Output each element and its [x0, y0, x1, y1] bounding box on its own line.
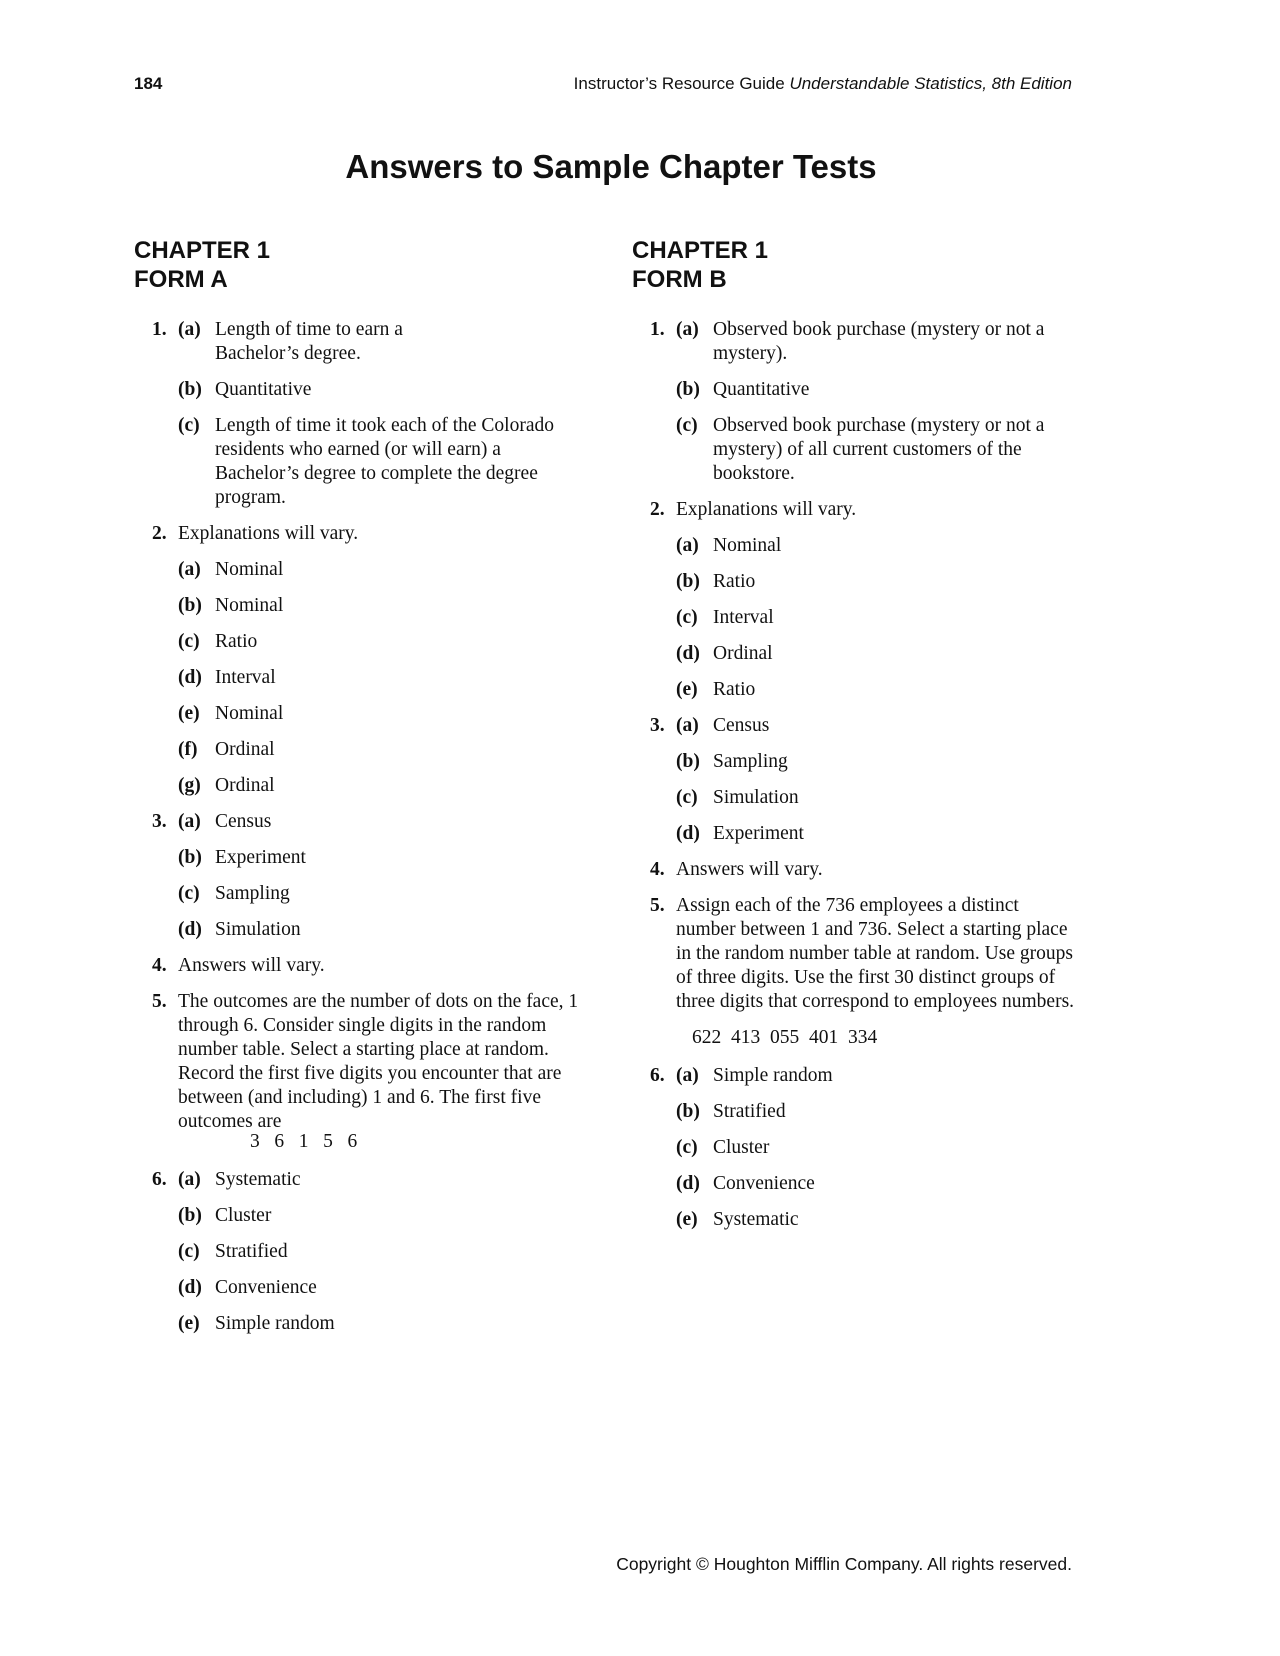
answer-text: Nominal [713, 535, 782, 556]
answer-text: Nominal [215, 595, 284, 616]
question-number: 4. [152, 955, 167, 976]
answer-part [178, 810, 604, 834]
part-label: (c) [676, 787, 698, 808]
answer-part [178, 918, 604, 942]
answer-part [676, 1100, 1102, 1124]
answer-text: Experiment [215, 847, 306, 868]
answer-part [178, 318, 455, 366]
question-text: Answers will vary. [676, 859, 823, 880]
answer-part [676, 318, 1093, 366]
form-label: FORM B [632, 266, 727, 293]
running-head [574, 74, 1072, 94]
answer-text: Census [215, 811, 272, 832]
question-number: 3. [152, 811, 167, 832]
answer-part [676, 1208, 1102, 1232]
question-4 [632, 858, 1102, 882]
answer-part [178, 846, 604, 870]
answer-part [178, 666, 604, 690]
answer-part [676, 414, 1093, 486]
answer-text: Convenience [215, 1277, 317, 1298]
part-label: (g) [178, 775, 201, 796]
question-6 [632, 1064, 1102, 1232]
answer-part [178, 594, 604, 618]
answer-text: Interval [713, 607, 774, 628]
answer-text: Nominal [215, 703, 284, 724]
answer-part [178, 882, 604, 906]
answer-part [178, 558, 604, 582]
form-b-column [632, 236, 1102, 1244]
part-label: (c) [676, 607, 698, 628]
answer-text: Stratified [713, 1101, 786, 1122]
part-label: (c) [676, 1137, 698, 1158]
answer-part [676, 1136, 1102, 1160]
question-2 [134, 522, 604, 798]
form-b-heading [632, 236, 1102, 294]
part-label: (c) [178, 1241, 200, 1262]
question-number: 6. [650, 1065, 665, 1086]
part-label: (a) [178, 319, 201, 340]
answer-part [676, 678, 1102, 702]
question-number: 1. [650, 319, 665, 340]
question-text: Explanations will vary. [178, 523, 359, 544]
part-label: (a) [676, 535, 699, 556]
part-label: (d) [676, 643, 700, 664]
question-3 [134, 810, 604, 942]
answer-text: Cluster [215, 1205, 272, 1226]
form-label: FORM A [134, 266, 228, 293]
answer-text: Systematic [215, 1169, 301, 1190]
part-label: (b) [676, 1101, 700, 1122]
answer-text: Length of time it took each of the Colorado residents who earned (or will earn) a Bachelor’s degree to complete the degree program. [215, 415, 554, 508]
question-number: 3. [650, 715, 665, 736]
part-label: (e) [676, 1209, 698, 1230]
random-numbers: 622 413 055 401 334 [692, 1027, 878, 1048]
question-number: 6. [152, 1169, 167, 1190]
answer-text: Experiment [713, 823, 804, 844]
part-label: (b) [676, 571, 700, 592]
part-label: (a) [676, 715, 699, 736]
question-6 [134, 1168, 604, 1336]
answer-part [178, 702, 604, 726]
question-1 [134, 318, 604, 510]
part-label: (e) [178, 1313, 200, 1334]
page-title: Answers to Sample Chapter Tests [345, 148, 877, 185]
answer-text: Ratio [215, 631, 258, 652]
answer-part [676, 570, 1102, 594]
answer-text: Observed book purchase (mystery or not a mystery) of all current customers of the bookstore. [713, 415, 1045, 484]
answer-text: Systematic [713, 1209, 799, 1230]
part-label: (d) [676, 1173, 700, 1194]
question-text: Answers will vary. [178, 955, 325, 976]
part-label: (d) [178, 667, 202, 688]
answer-text: Quantitative [215, 379, 312, 400]
guide-title: Instructor’s Resource Guide [573, 74, 785, 93]
answer-text: Ordinal [215, 775, 275, 796]
answer-part [676, 1172, 1102, 1196]
answer-part [178, 1312, 604, 1336]
answer-part [676, 534, 1102, 558]
part-label: (c) [178, 883, 200, 904]
answer-part [178, 738, 604, 762]
question-number: 5. [152, 991, 167, 1012]
part-label: (c) [676, 415, 698, 436]
answer-text: Convenience [713, 1173, 815, 1194]
answer-text: Ordinal [713, 643, 773, 664]
answer-part [178, 1204, 604, 1228]
answer-part [178, 414, 581, 510]
answer-part [178, 1240, 604, 1264]
question-5 [632, 894, 1102, 1050]
chapter-label: CHAPTER 1 [632, 237, 769, 264]
answer-part [178, 1276, 604, 1300]
answer-part [676, 642, 1102, 666]
part-label: (b) [178, 847, 202, 868]
part-label: (e) [178, 703, 200, 724]
answer-part [178, 1168, 604, 1192]
outcomes-list: 3 6 1 5 6 [250, 1131, 358, 1152]
question-number: 2. [152, 523, 167, 544]
question-number: 1. [152, 319, 167, 340]
chapter-label: CHAPTER 1 [134, 237, 271, 264]
question-4 [134, 954, 604, 978]
answer-text: Sampling [215, 883, 290, 904]
part-label: (e) [676, 679, 698, 700]
part-label: (d) [178, 1277, 202, 1298]
question-2 [632, 498, 1102, 702]
part-label: (d) [676, 823, 700, 844]
answer-text: Length of time to earn a Bachelor’s degree. [215, 319, 403, 364]
answer-text: Census [713, 715, 770, 736]
question-number: 2. [650, 499, 665, 520]
book-title: Understandable Statistics, 8th Edition [789, 74, 1072, 93]
answer-text: Ratio [713, 679, 756, 700]
part-label: (b) [178, 1205, 202, 1226]
answer-part [178, 630, 604, 654]
form-a-heading [134, 236, 604, 294]
part-label: (a) [676, 1065, 699, 1086]
answer-text: Interval [215, 667, 276, 688]
answer-part [178, 774, 604, 798]
part-label: (a) [178, 811, 201, 832]
answer-text: Simulation [713, 787, 799, 808]
answer-text: Simple random [713, 1065, 833, 1086]
question-number: 5. [650, 895, 665, 916]
answer-text: Stratified [215, 1241, 288, 1262]
question-1 [632, 318, 1102, 486]
part-label: (f) [178, 739, 198, 760]
form-a-column [134, 236, 604, 1348]
question-5 [134, 990, 604, 1154]
question-text: Assign each of the 736 employees a distinct number between 1 and 736. Select a starting place in the random number table at random. Use groups of three digits. Use the first 30 distinct groups of three digits that correspond to employees numbers. [676, 895, 1075, 1012]
part-label: (c) [178, 631, 200, 652]
part-label: (b) [676, 379, 700, 400]
question-3 [632, 714, 1102, 846]
answer-part [676, 378, 1102, 402]
answer-part [178, 378, 604, 402]
part-label: (a) [676, 319, 699, 340]
answer-text: Observed book purchase (mystery or not a mystery). [713, 319, 1045, 364]
answer-text: Ratio [713, 571, 756, 592]
answer-text: Sampling [713, 751, 788, 772]
part-label: (a) [178, 559, 201, 580]
question-number: 4. [650, 859, 665, 880]
answer-text: Quantitative [713, 379, 810, 400]
part-label: (d) [178, 919, 202, 940]
answer-text: Nominal [215, 559, 284, 580]
answer-text: Simple random [215, 1313, 335, 1334]
answer-part [676, 606, 1102, 630]
answer-part [676, 714, 1102, 738]
answer-part [676, 822, 1102, 846]
copyright-footer: Copyright © Houghton Mifflin Company. All rights reserved. [616, 1554, 1072, 1574]
page-number: 184 [134, 74, 163, 93]
question-text: The outcomes are the number of dots on the face, 1 through 6. Consider single digits in the random number table. Select a starting place at random. Record the first five digits you encounter that are between (and including) 1 and 6. The first five outcomes are [178, 991, 579, 1132]
part-label: (c) [178, 415, 200, 436]
answer-text: Simulation [215, 919, 301, 940]
question-text: Explanations will vary. [676, 499, 857, 520]
answer-part [676, 1064, 1102, 1088]
part-label: (a) [178, 1169, 201, 1190]
part-label: (b) [178, 595, 202, 616]
part-label: (b) [178, 379, 202, 400]
part-label: (b) [676, 751, 700, 772]
answer-text: Ordinal [215, 739, 275, 760]
answer-part [676, 750, 1102, 774]
answer-text: Cluster [713, 1137, 770, 1158]
answer-part [676, 786, 1102, 810]
